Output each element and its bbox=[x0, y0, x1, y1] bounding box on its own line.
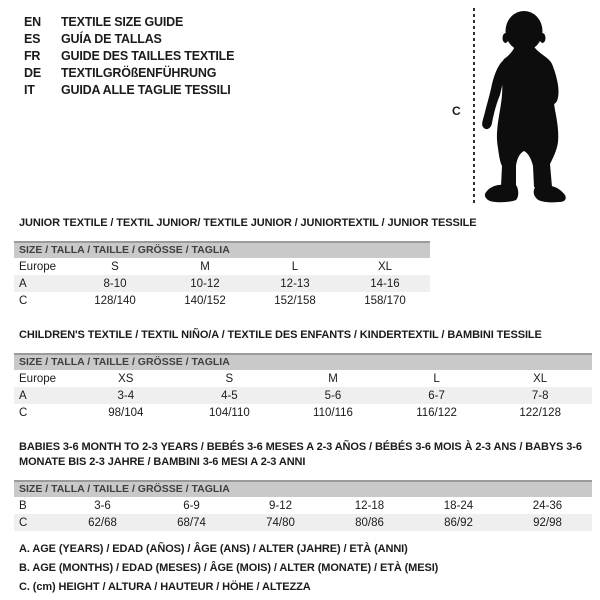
table-cell: 152/158 bbox=[274, 294, 316, 307]
section-title: CHILDREN'S TEXTILE / TEXTIL NIÑO/A / TEXTILE DES ENFANTS / KINDERTEXTIL / BAMBINI TESSILE bbox=[19, 329, 542, 341]
footnote-legend bbox=[19, 540, 579, 597]
table-cell: 104/110 bbox=[209, 406, 250, 419]
language-code: FR bbox=[24, 49, 41, 63]
size-bar-header: SIZE / TALLA / TAILLE / GRÖSSE / TAGLIA bbox=[14, 480, 592, 497]
size-bar-header: SIZE / TALLA / TAILLE / GRÖSSE / TAGLIA bbox=[14, 241, 430, 258]
language-row bbox=[24, 82, 234, 99]
baby-foot-left bbox=[485, 185, 518, 203]
section-title: JUNIOR TEXTILE / TEXTIL JUNIOR/ TEXTILE JUNIOR / JUNIORTEXTIL / JUNIOR TESSILE bbox=[19, 217, 477, 229]
table-wrapper bbox=[14, 353, 592, 421]
size-bar-header: SIZE / TALLA / TAILLE / GRÖSSE / TAGLIA bbox=[14, 353, 592, 370]
row-label-cell: A bbox=[19, 389, 27, 402]
row-label-cell: C bbox=[19, 294, 28, 307]
row-label-cell: C bbox=[19, 406, 28, 419]
footnote-line: A. AGE (YEARS) / EDAD (AÑOS) / ÂGE (ANS) / ALTER (JAHRE) / ETÀ (ANNI) bbox=[19, 543, 408, 555]
table-cell: 110/116 bbox=[313, 406, 353, 419]
table-cell: 86/92 bbox=[444, 516, 473, 529]
table-cell: 140/152 bbox=[184, 294, 226, 307]
table-row bbox=[14, 404, 592, 421]
table-cell: 8-10 bbox=[103, 277, 127, 290]
table-cell: 98/104 bbox=[108, 406, 144, 419]
height-dimension-dashed-line bbox=[473, 8, 475, 206]
language-code: DE bbox=[24, 66, 41, 80]
table-cell: 6-7 bbox=[428, 389, 445, 402]
row-label-cell: C bbox=[19, 516, 28, 529]
table-row bbox=[14, 497, 592, 514]
footnote-line: B. AGE (MONTHS) / EDAD (MESES) / ÂGE (MOIS) / ALTER (MONATE) / ETÀ (MESI) bbox=[19, 562, 439, 574]
table-cell: 158/170 bbox=[364, 294, 406, 307]
table-cell: 62/68 bbox=[88, 516, 117, 529]
table-cell: 116/122 bbox=[416, 406, 457, 419]
table-cell: 5-6 bbox=[324, 389, 342, 402]
table-cell: 128/140 bbox=[94, 294, 136, 307]
size-guide-section bbox=[14, 440, 592, 531]
language-code: ES bbox=[24, 32, 41, 46]
table-cell: 80/86 bbox=[355, 516, 384, 529]
table-header-row bbox=[14, 370, 592, 387]
table-header-row bbox=[14, 258, 430, 275]
table-cell: 74/80 bbox=[266, 516, 295, 529]
table-cell: 92/98 bbox=[533, 516, 562, 529]
table-wrapper bbox=[14, 480, 592, 531]
table-cell: L bbox=[291, 260, 299, 273]
table-row bbox=[14, 514, 592, 531]
table-cell: S bbox=[111, 260, 119, 273]
language-title: GUÍA DE TALLAS bbox=[61, 32, 162, 46]
language-row bbox=[24, 65, 234, 82]
table-cell: 122/128 bbox=[519, 406, 561, 419]
row-label-cell: A bbox=[19, 277, 27, 290]
table-cell: 12-18 bbox=[354, 499, 385, 512]
language-row bbox=[24, 48, 234, 65]
language-row bbox=[24, 14, 234, 31]
row-label-cell: B bbox=[19, 499, 27, 512]
table-cell: XS bbox=[118, 372, 134, 385]
table-cell: 12-13 bbox=[280, 277, 310, 290]
table-cell: 9-12 bbox=[268, 499, 293, 512]
table-cell: 68/74 bbox=[177, 516, 206, 529]
table-wrapper bbox=[14, 241, 430, 309]
row-label-cell: Europe bbox=[19, 372, 57, 385]
section-title: BABIES 3-6 MONTH TO 2-3 YEARS / BEBÉS 3-6 MESES A 2-3 AÑOS / BÉBÉS 3-6 MOIS À 2-3 ANS / BABYS 3-6 MONATE BIS 2-3 JAHRE / BAMBINI 3-6 MESI A 2-3 ANNI bbox=[19, 441, 582, 468]
table-row bbox=[14, 292, 430, 309]
table-cell: M bbox=[328, 372, 338, 385]
language-code: IT bbox=[24, 83, 35, 97]
table-cell: L bbox=[433, 372, 440, 385]
baby-silhouette-image bbox=[478, 8, 570, 206]
size-tables-area bbox=[14, 216, 592, 557]
table-cell: 10-12 bbox=[190, 277, 220, 290]
table-cell: M bbox=[200, 260, 210, 273]
table-cell: 3-6 bbox=[94, 499, 111, 512]
language-title: TEXTILGRÖßENFÜHRUNG bbox=[61, 66, 217, 80]
size-table bbox=[14, 258, 430, 309]
table-cell: 7-8 bbox=[531, 389, 549, 402]
table-cell: S bbox=[225, 372, 234, 385]
table-cell: XL bbox=[533, 372, 548, 385]
language-title: GUIDE DES TAILLES TEXTILE bbox=[61, 49, 235, 63]
table-row bbox=[14, 387, 592, 404]
table-cell: 4-5 bbox=[221, 389, 238, 402]
table-row bbox=[14, 275, 430, 292]
baby-ear-left bbox=[503, 33, 509, 43]
baby-foot-right bbox=[534, 186, 566, 202]
language-title: TEXTILE SIZE GUIDE bbox=[61, 15, 184, 29]
table-cell: 24-36 bbox=[532, 499, 563, 512]
size-table bbox=[14, 497, 592, 531]
language-title-list bbox=[24, 14, 234, 99]
language-code: EN bbox=[24, 15, 41, 29]
table-cell: XL bbox=[377, 260, 393, 273]
height-dimension-label: C bbox=[452, 104, 461, 118]
row-label-cell: Europe bbox=[19, 260, 57, 273]
language-row bbox=[24, 31, 234, 48]
table-cell: 3-4 bbox=[117, 389, 135, 402]
baby-ear-right bbox=[540, 33, 546, 43]
language-title: GUIDA ALLE TAGLIE TESSILI bbox=[61, 83, 231, 97]
size-table bbox=[14, 370, 592, 421]
table-cell: 6-9 bbox=[183, 499, 200, 512]
size-guide-section bbox=[14, 328, 592, 421]
size-guide-section bbox=[14, 216, 592, 309]
table-cell: 14-16 bbox=[370, 277, 400, 290]
table-cell: 18-24 bbox=[443, 499, 474, 512]
footnote-line: C. (cm) HEIGHT / ALTURA / HAUTEUR / HÖHE / ALTEZZA bbox=[19, 581, 311, 593]
